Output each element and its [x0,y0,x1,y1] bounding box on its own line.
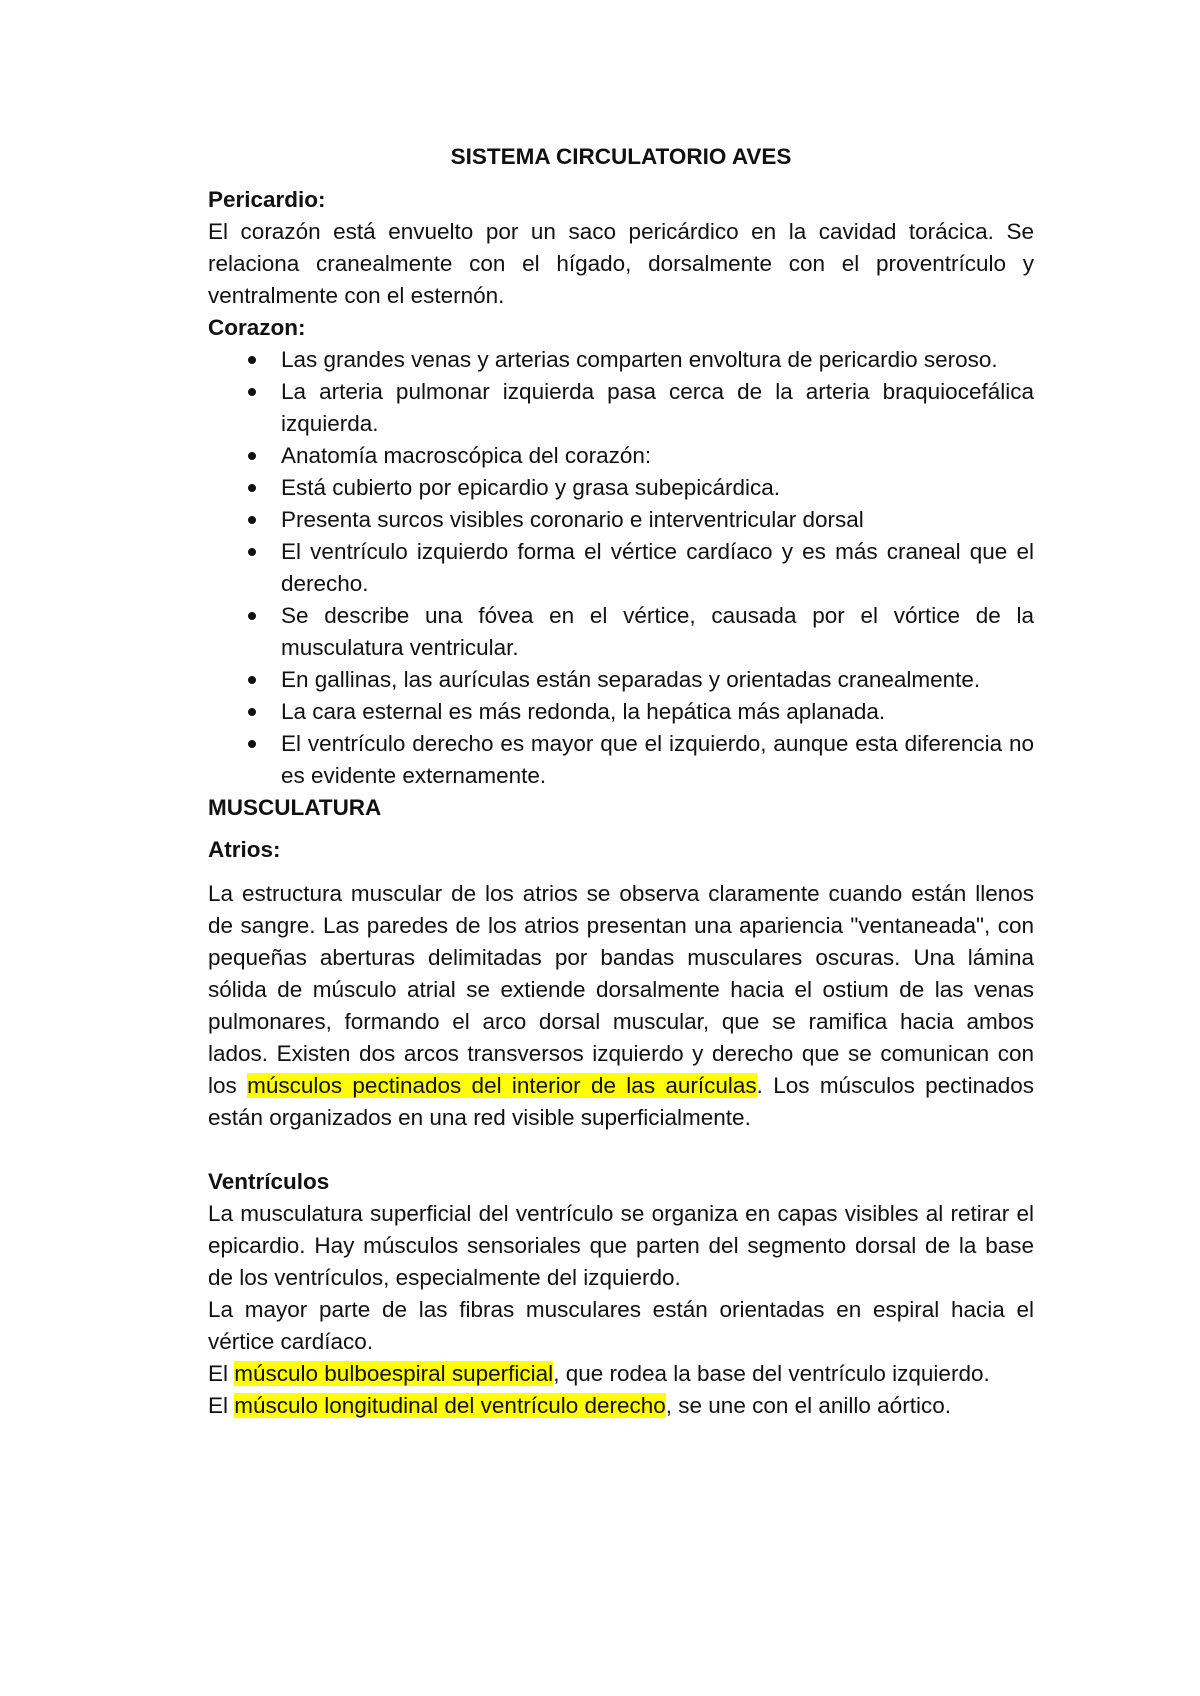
list-item-text: Se describe una fóvea en el vértice, causada por el vórtice de la musculatura ventricular. [281,603,1034,660]
subsection-heading-atrios: Atrios: [208,837,281,862]
highlighted-text: músculo bulboespiral superficial [234,1361,554,1386]
bullet-icon [248,708,256,716]
list-item [208,728,1034,792]
paragraph-text: , se une con el anillo aórtico. [665,1393,951,1418]
spacer [208,1134,1034,1166]
list-item-text: En gallinas, las aurículas están separadas y orientadas cranealmente. [281,667,981,692]
list-item-text: La cara esternal es más redonda, la hepática más aplanada. [281,699,886,724]
list-item [208,472,1034,504]
highlighted-text: músculo longitudinal del ventrículo derecho [234,1393,666,1418]
document-page [208,138,1034,1422]
paragraph-ventriculos-1: La musculatura superficial del ventrículo se organiza en capas visibles al retirar el epicardio. Hay músculos sensoriales que parten del segmento dorsal de la base de los ventrículos, especialmente del izquierdo. [208,1201,1034,1290]
section-heading-corazon: Corazon: [208,315,306,340]
paragraph-atrios [208,878,1034,1134]
paragraph-text: El [208,1361,235,1386]
list-item [208,344,1034,376]
bullet-icon [248,612,256,620]
paragraph-ventriculos-4 [208,1390,1034,1422]
list-item [208,536,1034,600]
list-item-text: La arteria pulmonar izquierda pasa cerca de la arteria braquiocefálica izquierda. [281,379,1034,436]
list-item-text: Presenta surcos visibles coronario e interventricular dorsal [281,507,864,532]
paragraph-ventriculos-2: La mayor parte de las fibras musculares están orientadas en espiral hacia el vértice cardíaco. [208,1297,1034,1354]
section-heading-pericardio: Pericardio: [208,187,326,212]
paragraph-text: La estructura muscular de los atrios se observa claramente cuando están llenos de sangre. Las paredes de los atrios presentan una apariencia "ventaneada", con pequeñas aberturas delimitadas por bandas musculares oscuras. Una lámina sólida de músculo atrial se extiende dorsalmente hacia el ostium de las venas pulmonares, formando el arco dorsal muscular, que se ramifica hacia ambos lados. Existen dos arcos transversos izquierdo y derecho que se comunican con los [208,881,1034,1098]
list-item-text: El ventrículo izquierdo forma el vértice cardíaco y es más craneal que el derecho. [281,539,1034,596]
list-item [208,504,1034,536]
paragraph-text: El [208,1393,235,1418]
bullet-icon [248,388,256,396]
subsection-heading-ventriculos: Ventrículos [208,1169,330,1194]
paragraph-pericardio: El corazón está envuelto por un saco pericárdico en la cavidad torácica. Se relaciona cranealmente con el hígado, dorsalmente con el proventrículo y ventralmente con el esternón. [208,219,1034,308]
document-title: SISTEMA CIRCULATORIO AVES [450,144,792,169]
list-item-text: Anatomía macroscópica del corazón: [281,443,652,468]
bullet-icon [248,740,256,748]
list-item [208,376,1034,440]
paragraph-ventriculos-3 [208,1358,1034,1390]
bullet-list-corazon [208,344,1034,792]
bullet-icon [248,676,256,684]
bullet-icon [248,484,256,492]
list-item [208,664,1034,696]
bullet-icon [248,516,256,524]
bullet-icon [248,452,256,460]
list-item-text: Está cubierto por epicardio y grasa subepicárdica. [281,475,781,500]
section-heading-musculatura: MUSCULATURA [208,795,382,820]
list-item [208,440,1034,472]
spacer [208,866,1034,878]
paragraph-text: . Los músculos pectinados están organizados en una red visible superficialmente. [208,1073,1034,1130]
paragraph-text: , que rodea la base del ventrículo izquierdo. [553,1361,990,1386]
bullet-icon [248,548,256,556]
bullet-icon [248,356,256,364]
list-item-text: El ventrículo derecho es mayor que el izquierdo, aunque esta diferencia no es evidente externamente. [281,731,1034,788]
highlighted-text: músculos pectinados del interior de las aurículas [247,1073,757,1098]
list-item [208,696,1034,728]
list-item-text: Las grandes venas y arterias comparten envoltura de pericardio seroso. [281,347,998,372]
list-item [208,600,1034,664]
spacer [208,824,1034,834]
